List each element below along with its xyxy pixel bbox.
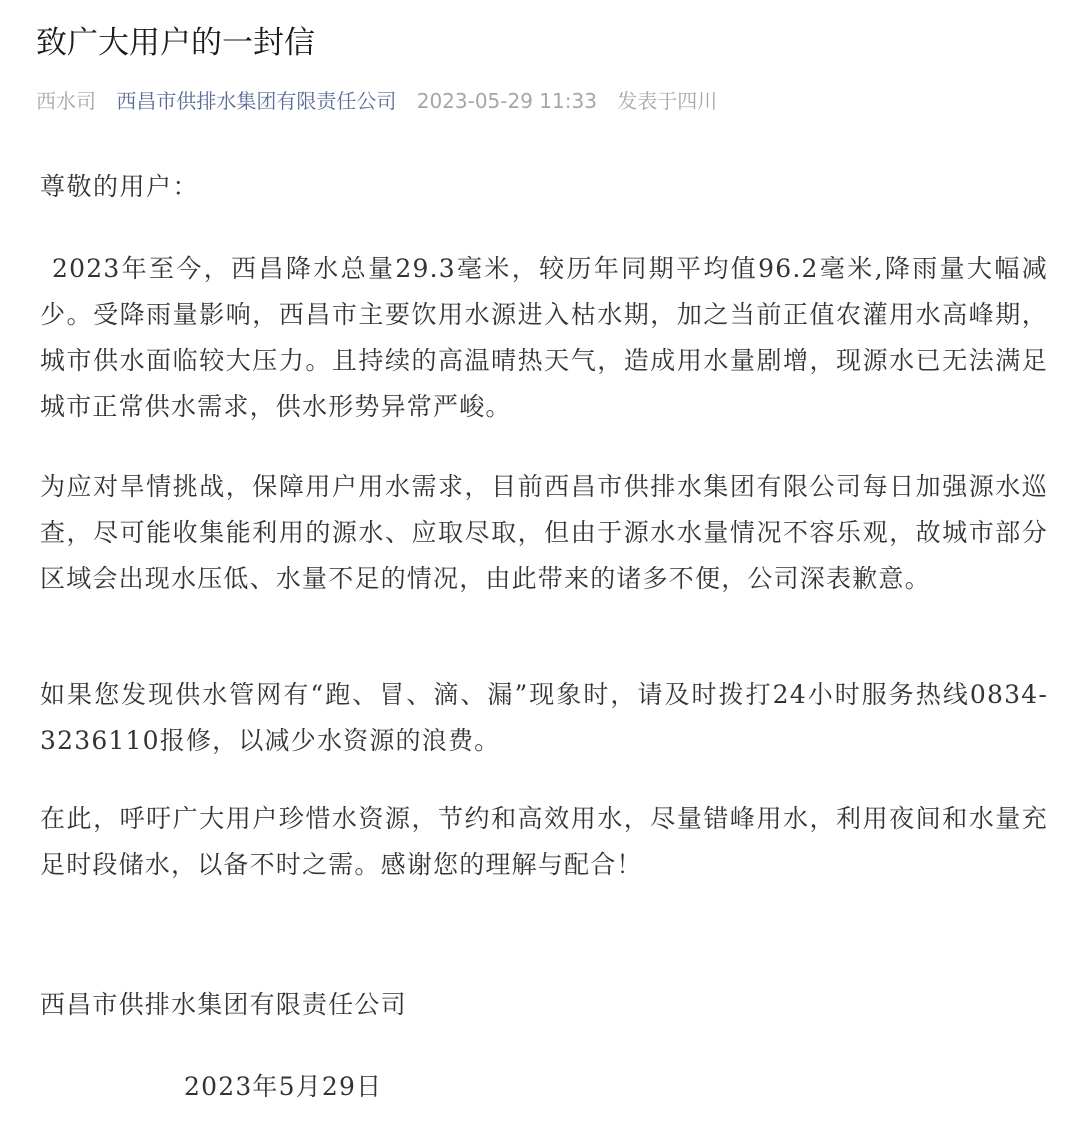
letter-salutation: 尊敬的用户： <box>40 172 200 201</box>
account-name-link[interactable]: 西昌市供排水集团有限责任公司 <box>116 89 397 113</box>
author-name: 西水司 <box>36 89 96 113</box>
publish-location: 发表于四川 <box>617 89 718 113</box>
letter-signature: 西昌市供排水集团有限责任公司 <box>40 990 407 1019</box>
publish-time: 2023-05-29 11:33 <box>416 89 597 113</box>
article-title: 致广大用户的一封信 <box>36 25 315 61</box>
letter-paragraph: 为应对旱情挑战，保障用户用水需求，目前西昌市供排水集团有限公司每日加强源水巡查，尽可能收集能利用的源水、应取尽取，但由于源水水量情况不容乐观，故城市部分区域会出现水压低、水量不足的情况，由此带来的诸多不便，公司深表歉意。 <box>40 472 1048 593</box>
article-meta <box>36 86 731 116</box>
letter-paragraph: 2023年至今，西昌降水总量29.3毫米，较历年同期平均值96.2毫米,降雨量大幅减少。受降雨量影响，西昌市主要饮用水源进入枯水期，加之当前正值农灌用水高峰期，城市供水面临较大压力。且持续的高温晴热天气，造成用水量剧增，现源水已无法满足城市正常供水需求，供水形势异常严峻。 <box>40 254 1048 421</box>
letter-date: 2023年5月29日 <box>184 1072 383 1101</box>
letter-paragraph: 如果您发现供水管网有“跑、冒、滴、漏”现象时，请及时拨打24小时服务热线0834-3236110报修，以减少水资源的浪费。 <box>40 680 1048 755</box>
letter-paragraph: 在此，呼吁广大用户珍惜水资源，节约和高效用水，尽量错峰用水，利用夜间和水量充足时段储水，以备不时之需。感谢您的理解与配合！ <box>40 804 1048 879</box>
